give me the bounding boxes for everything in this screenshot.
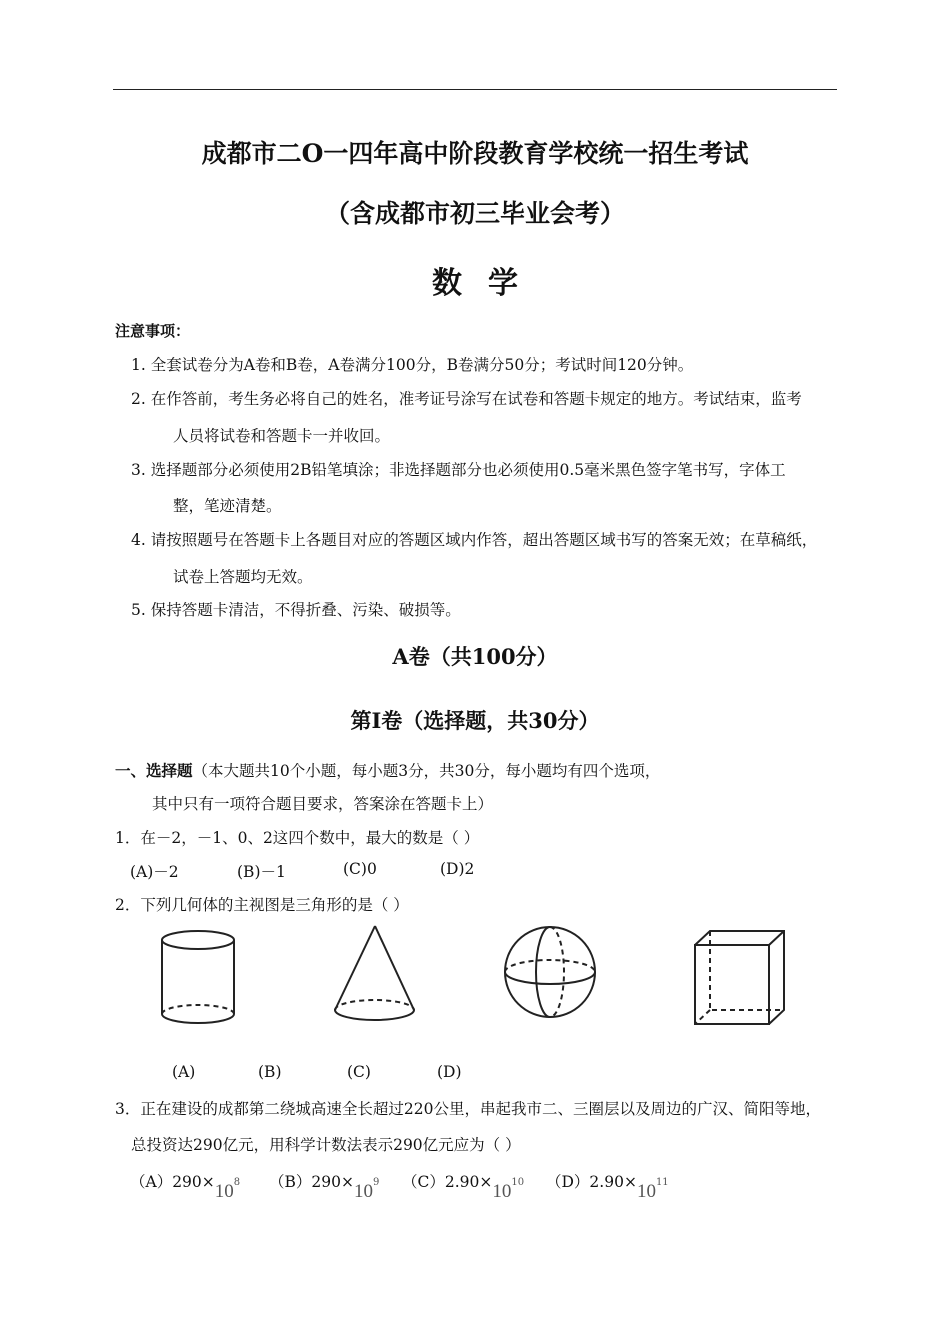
part1-label: 一、选择题	[115, 761, 193, 780]
cone-figure	[330, 922, 420, 1034]
notice-item: 1. 全套试卷分为A卷和B卷，A卷满分100分，B卷满分50分；考试时间120分钟。	[131, 356, 694, 374]
top-rule	[113, 89, 837, 90]
notice-item: 3. 选择题部分必须使用2B铅笔填涂；非选择题部分也必须使用0.5毫米黑色签字笔书写，字体工	[131, 461, 786, 479]
q2-stem: 2．下列几何体的主视图是三角形的是（ ）	[115, 896, 409, 914]
q3-stem: 3．正在建设的成都第二绕城高速全长超过220公里，串起我市二、三圈层以及周边的广汉、简阳等地，	[115, 1100, 821, 1118]
q2-option-b: (B)	[258, 1063, 282, 1081]
q3-stem-cont: 总投资达290亿元，用科学计数法表示290亿元应为（ ）	[131, 1136, 521, 1154]
notice-item: 4. 请按照题号在答题卡上各题目对应的答题区域内作答，超出答题区域书写的答案无效；在草稿纸，	[131, 531, 818, 549]
q3-option-a: $(A)290\times 10^8$	[130, 1173, 241, 1202]
section-a-heading: A卷（共100分）	[392, 644, 558, 669]
q1-option-d: (D)2	[440, 860, 475, 878]
q3-option-c: $(C)2.90\times 10^{10}$	[402, 1173, 525, 1202]
notice-item: 5. 保持答题卡清洁，不得折叠、污染、破损等。	[131, 601, 461, 619]
sphere-figure	[500, 922, 600, 1022]
subject-title: 数学	[432, 266, 544, 301]
q2-option-c: (C)	[347, 1063, 371, 1081]
exam-subtitle: （含成都市初三毕业会考）	[324, 199, 625, 228]
cube-figure	[690, 926, 786, 1028]
notice-item: 整，笔迹清楚。	[173, 497, 282, 515]
q1-stem: 1．在－2，－1、0、2这四个数中，最大的数是（ ）	[115, 829, 480, 847]
notice-item: 2. 在作答前，考生务必将自己的姓名，准考证号涂写在试卷和答题卡规定的地方。考试结束，监考	[131, 390, 802, 408]
notice-heading: 注意事项：	[115, 322, 191, 340]
q1-option-b: (B)－1	[237, 863, 286, 881]
q3-option-d: $(D)2.90\times 10^{11}$	[546, 1173, 669, 1202]
q3-option-b: $(B)290\times 10^9$	[269, 1173, 380, 1202]
q2-option-a: (A)	[172, 1063, 196, 1081]
notice-item: 人员将试卷和答题卡一并收回。	[173, 427, 391, 445]
section-i-heading: 第I卷（选择题，共30分）	[350, 708, 600, 733]
q1-option-a: (A)－2	[130, 863, 179, 881]
cylinder-figure	[156, 928, 240, 1028]
part1-desc: （本大题共10个小题，每小题3分，共30分，每小题均有四个选项，	[192, 762, 661, 780]
q1-option-c: (C)0	[343, 860, 377, 878]
notice-item: 试卷上答题均无效。	[173, 568, 313, 586]
part1-intro	[115, 759, 660, 781]
q2-option-d: (D)	[437, 1063, 462, 1081]
part1-desc-cont: 其中只有一项符合题目要求，答案涂在答题卡上）	[152, 795, 494, 813]
exam-title: 成都市二O一四年高中阶段教育学校统一招生考试	[201, 139, 749, 168]
